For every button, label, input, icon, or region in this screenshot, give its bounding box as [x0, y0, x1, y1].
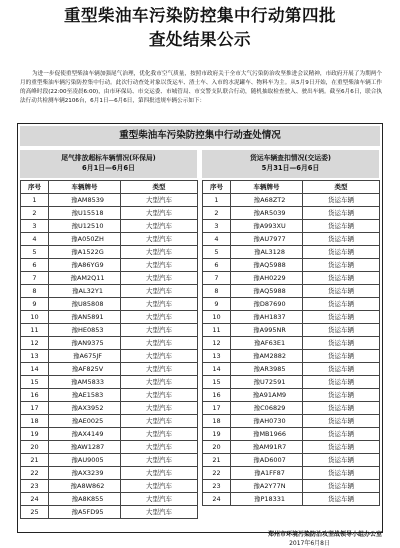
row-type: 货运车辆: [303, 207, 380, 220]
table-row: [21, 415, 198, 428]
table-row: [203, 272, 380, 285]
row-type: 大型汽车: [121, 272, 198, 285]
row-index: 15: [203, 376, 231, 389]
row-plate: 豫AX4149: [49, 428, 121, 441]
row-index: 20: [203, 441, 231, 454]
right-section-header: [202, 150, 379, 178]
row-plate: 豫AN5891: [49, 311, 121, 324]
row-plate: 豫AF825V: [49, 363, 121, 376]
row-plate: 豫HE0853: [49, 324, 121, 337]
row-type: 大型汽车: [121, 441, 198, 454]
row-plate: 豫AW1287: [49, 441, 121, 454]
table-row: [21, 272, 198, 285]
row-plate: 豫A5FD95: [49, 506, 121, 519]
row-type: 大型汽车: [121, 285, 198, 298]
left-section-dates: 6月1日—6月6日: [82, 163, 135, 172]
row-plate: 豫A1FF87: [231, 467, 303, 480]
row-plate: 豫AL32Y1: [49, 285, 121, 298]
row-type: 大型汽车: [121, 428, 198, 441]
table-row: [203, 311, 380, 324]
row-index: 21: [21, 454, 49, 467]
row-type: 货运车辆: [303, 246, 380, 259]
table-row: [203, 324, 380, 337]
row-type: 货运车辆: [303, 389, 380, 402]
row-plate: 豫AR3985: [231, 363, 303, 376]
row-type: 货运车辆: [303, 402, 380, 415]
row-plate: 豫AL3128: [231, 246, 303, 259]
table-row: [21, 389, 198, 402]
row-plate: 豫MB1966: [231, 428, 303, 441]
row-plate: 豫AN9375: [49, 337, 121, 350]
table-row: [203, 467, 380, 480]
row-type: 大型汽车: [121, 415, 198, 428]
row-plate: 豫C06829: [231, 402, 303, 415]
row-type: 货运车辆: [303, 220, 380, 233]
row-index: 18: [21, 415, 49, 428]
row-type: 大型汽车: [121, 220, 198, 233]
row-type: 货运车辆: [303, 298, 380, 311]
row-plate: 豫A1522G: [49, 246, 121, 259]
row-type: 货运车辆: [303, 272, 380, 285]
left-section-title: 尾气排放超标车辆情况(环保局): [61, 154, 156, 162]
page-title-line1: 重型柴油车污染防控集中行动第四批: [64, 6, 336, 25]
row-type: 大型汽车: [121, 259, 198, 272]
results-frame: [17, 123, 383, 533]
row-plate: 豫AQ5988: [231, 285, 303, 298]
row-index: 6: [21, 259, 49, 272]
table-row: [21, 480, 198, 493]
row-index: 3: [21, 220, 49, 233]
row-type: 货运车辆: [303, 324, 380, 337]
row-type: 货运车辆: [303, 285, 380, 298]
table-row: [203, 363, 380, 376]
row-type: 大型汽车: [121, 506, 198, 519]
row-index: 24: [21, 493, 49, 506]
row-type: 大型汽车: [121, 207, 198, 220]
row-plate: 豫D87690: [231, 298, 303, 311]
row-plate: 豫A995NR: [231, 324, 303, 337]
table-row: [21, 259, 198, 272]
row-plate: 豫AM2Q11: [49, 272, 121, 285]
row-type: 货运车辆: [303, 311, 380, 324]
row-type: 大型汽车: [121, 298, 198, 311]
table-row: [203, 350, 380, 363]
row-plate: 豫AH0730: [231, 415, 303, 428]
row-type: 大型汽车: [121, 246, 198, 259]
row-index: 7: [203, 272, 231, 285]
row-plate: 豫AE0025: [49, 415, 121, 428]
row-plate: 豫A993XU: [231, 220, 303, 233]
table-row: [21, 402, 198, 415]
row-type: 货运车辆: [303, 259, 380, 272]
row-index: 4: [21, 233, 49, 246]
row-index: 23: [203, 480, 231, 493]
column-header-index: 序号: [203, 181, 231, 194]
row-index: 17: [21, 402, 49, 415]
row-index: 11: [203, 324, 231, 337]
row-index: 19: [21, 428, 49, 441]
row-plate: 豫A68ZT2: [231, 194, 303, 207]
row-type: 货运车辆: [303, 233, 380, 246]
row-type: 大型汽车: [121, 324, 198, 337]
row-plate: 豫AM5833: [49, 376, 121, 389]
table-row: [203, 246, 380, 259]
row-type: 大型汽车: [121, 402, 198, 415]
page-title-line2: 查处结果公示: [149, 30, 251, 49]
row-type: 货运车辆: [303, 415, 380, 428]
table-row: [21, 194, 198, 207]
row-type: 货运车辆: [303, 467, 380, 480]
table-row: [21, 233, 198, 246]
row-plate: 豫AU7977: [231, 233, 303, 246]
row-index: 13: [203, 350, 231, 363]
row-type: 货运车辆: [303, 428, 380, 441]
row-index: 17: [203, 402, 231, 415]
table-row: [21, 441, 198, 454]
left-section-header: [20, 150, 197, 178]
table-row: [21, 506, 198, 519]
table-row: [203, 259, 380, 272]
row-index: 21: [203, 454, 231, 467]
row-index: 5: [203, 246, 231, 259]
row-type: 大型汽车: [121, 311, 198, 324]
row-index: 14: [21, 363, 49, 376]
row-plate: 豫A2Y77N: [231, 480, 303, 493]
table-row: [203, 402, 380, 415]
row-plate: 豫U15518: [49, 207, 121, 220]
column-header-plate: 车辆牌号: [49, 181, 121, 194]
row-index: 19: [203, 428, 231, 441]
row-index: 11: [21, 324, 49, 337]
table-row: [203, 441, 380, 454]
row-index: 16: [21, 389, 49, 402]
row-plate: 豫A675JF: [49, 350, 121, 363]
table-row: [21, 376, 198, 389]
table-row: [203, 415, 380, 428]
row-index: 15: [21, 376, 49, 389]
table-row: [21, 246, 198, 259]
row-plate: 豫AM2882: [231, 350, 303, 363]
row-plate: 豫AH0229: [231, 272, 303, 285]
column-header-plate: 车辆牌号: [231, 181, 303, 194]
row-type: 大型汽车: [121, 389, 198, 402]
table-row: [21, 467, 198, 480]
table-row: [21, 363, 198, 376]
table-row: [203, 220, 380, 233]
row-index: 25: [21, 506, 49, 519]
column-header-index: 序号: [21, 181, 49, 194]
row-index: 12: [203, 337, 231, 350]
column-header-type: 类型: [121, 181, 198, 194]
table-row: [203, 298, 380, 311]
table-row: [21, 311, 198, 324]
row-index: 6: [203, 259, 231, 272]
row-index: 12: [21, 337, 49, 350]
row-plate: 豫AE1583: [49, 389, 121, 402]
row-index: 5: [21, 246, 49, 259]
row-type: 大型汽车: [121, 376, 198, 389]
row-plate: 豫AF63E1: [231, 337, 303, 350]
row-type: 大型汽车: [121, 480, 198, 493]
row-plate: 豫AX3239: [49, 467, 121, 480]
row-plate: 豫AM8539: [49, 194, 121, 207]
row-type: 货运车辆: [303, 376, 380, 389]
right-section-title: 货运车辆查扣情况(交运委): [250, 154, 331, 162]
row-plate: 豫AD6007: [231, 454, 303, 467]
table-row: [203, 389, 380, 402]
row-type: 大型汽车: [121, 337, 198, 350]
row-index: 1: [21, 194, 49, 207]
row-type: 货运车辆: [303, 350, 380, 363]
table-row: [21, 337, 198, 350]
row-index: 9: [21, 298, 49, 311]
row-plate: 豫A8W862: [49, 480, 121, 493]
row-plate: 豫A050ZH: [49, 233, 121, 246]
table-row: [21, 428, 198, 441]
row-type: 货运车辆: [303, 454, 380, 467]
row-index: 14: [203, 363, 231, 376]
row-index: 2: [203, 207, 231, 220]
row-index: 10: [203, 311, 231, 324]
row-plate: 豫P18331: [231, 493, 303, 506]
table-row: [203, 285, 380, 298]
table-header-row: [21, 181, 198, 194]
footer-organization: 郑州市环境污染防治攻坚战领导小组办公室: [267, 531, 382, 538]
freight-vehicle-table: [202, 180, 380, 506]
row-plate: 豫U85808: [49, 298, 121, 311]
row-plate: 豫A91AM9: [231, 389, 303, 402]
row-index: 8: [203, 285, 231, 298]
row-type: 大型汽车: [121, 194, 198, 207]
table-row: [203, 376, 380, 389]
row-type: 货运车辆: [303, 363, 380, 376]
table-row: [21, 324, 198, 337]
row-type: 货运车辆: [303, 493, 380, 506]
row-plate: 豫AX3952: [49, 402, 121, 415]
row-index: 23: [21, 480, 49, 493]
table-row: [21, 493, 198, 506]
row-index: 24: [203, 493, 231, 506]
row-plate: 豫AM91R7: [231, 441, 303, 454]
table-row: [21, 207, 198, 220]
row-index: 7: [21, 272, 49, 285]
row-plate: 豫A86YG9: [49, 259, 121, 272]
row-type: 大型汽车: [121, 467, 198, 480]
intro-paragraph: 为进一步促使重型柴油车辆加强尾气治理，优化我市空气质量，按照市政府关于全市大气污染防治攻坚推进会议精神，市政府开展了为期两个月的重型柴油车辆污染防控集中行动。此次行动查处对象以货运车、渣土车、入市的水泥罐车、物料车为主。从5月9日开始，在重型柴油车辆工作的高峰时段(22:00至凌晨6:00)，由市环保局、市交运委、市城管局、市交警支队联合行动，随机抽取检查驶入、驶出车辆。截至6月6日，联合执法行动共检测车辆2106台，6月1日—6月6日，第四批违规车辆公示如下：: [20, 71, 382, 104]
table-row: [203, 207, 380, 220]
row-index: 22: [203, 467, 231, 480]
row-plate: 豫AQ5988: [231, 259, 303, 272]
row-plate: 豫AR5039: [231, 207, 303, 220]
row-index: 1: [203, 194, 231, 207]
table-row: [203, 428, 380, 441]
row-index: 22: [21, 467, 49, 480]
row-index: 9: [203, 298, 231, 311]
row-type: 大型汽车: [121, 454, 198, 467]
table-row: [203, 493, 380, 506]
row-type: 货运车辆: [303, 441, 380, 454]
emission-vehicle-table: [20, 180, 198, 519]
row-type: 大型汽车: [121, 350, 198, 363]
row-index: 16: [203, 389, 231, 402]
right-section-dates: 5月31日—6月6日: [261, 163, 320, 172]
row-type: 大型汽车: [121, 233, 198, 246]
row-index: 8: [21, 285, 49, 298]
row-plate: 豫U12510: [49, 220, 121, 233]
footer-date: 2017年6月8日: [289, 540, 330, 547]
table-header-row: [203, 181, 380, 194]
row-index: 10: [21, 311, 49, 324]
row-index: 3: [203, 220, 231, 233]
table-row: [203, 233, 380, 246]
table-row: [203, 337, 380, 350]
row-type: 货运车辆: [303, 194, 380, 207]
row-type: 货运车辆: [303, 337, 380, 350]
row-plate: 豫AU9005: [49, 454, 121, 467]
row-index: 13: [21, 350, 49, 363]
row-type: 货运车辆: [303, 480, 380, 493]
row-plate: 豫U72591: [231, 376, 303, 389]
table-row: [203, 480, 380, 493]
row-index: 18: [203, 415, 231, 428]
row-type: 大型汽车: [121, 363, 198, 376]
table-row: [21, 285, 198, 298]
table-row: [21, 350, 198, 363]
row-type: 大型汽车: [121, 493, 198, 506]
results-banner: 重型柴油车污染防控集中行动查处情况: [20, 126, 380, 146]
table-row: [21, 298, 198, 311]
table-row: [203, 454, 380, 467]
table-row: [21, 220, 198, 233]
row-index: 2: [21, 207, 49, 220]
row-plate: 豫AH1837: [231, 311, 303, 324]
table-row: [203, 194, 380, 207]
table-row: [21, 454, 198, 467]
row-index: 4: [203, 233, 231, 246]
row-plate: 豫A8K855: [49, 493, 121, 506]
row-index: 20: [21, 441, 49, 454]
column-header-type: 类型: [303, 181, 380, 194]
